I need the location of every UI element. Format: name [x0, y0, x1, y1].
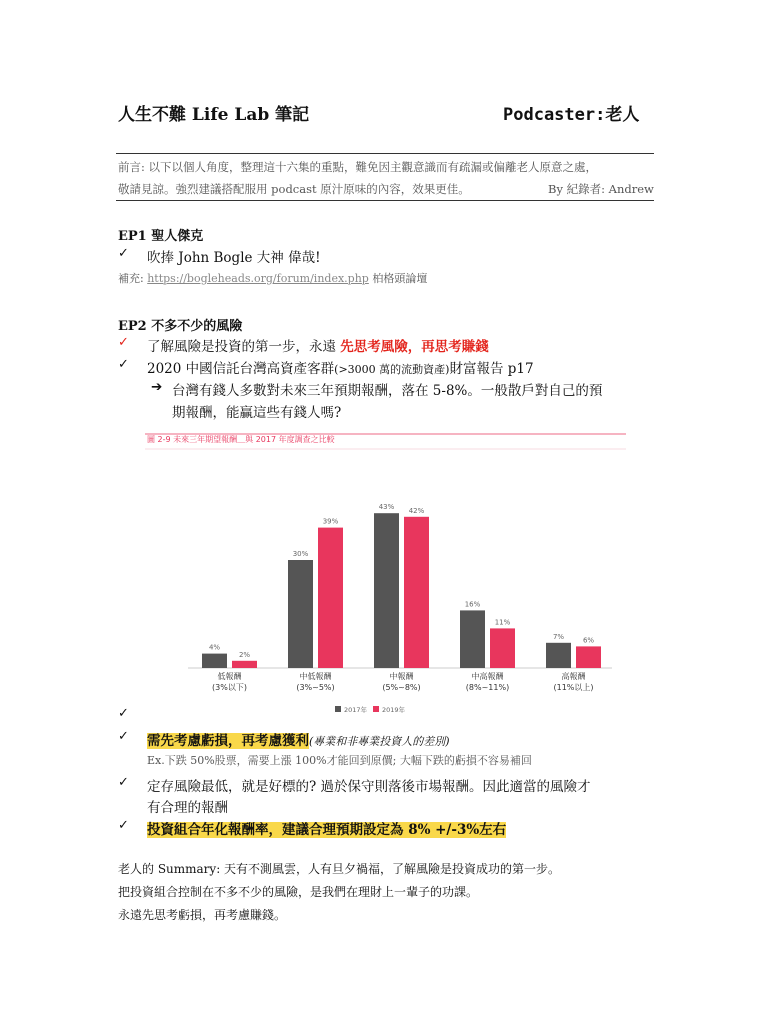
check-icon: ✓ — [118, 357, 129, 372]
chart-category-range: (3%~5%) — [296, 683, 335, 692]
check-icon: ✓ — [118, 335, 129, 350]
ep2-bullet-1-text: 了解風險是投資的第一步，永遠 — [147, 339, 341, 355]
chart-category-range: (8%~11%) — [465, 683, 510, 692]
chart-bar — [232, 661, 257, 668]
chart-bar — [288, 560, 313, 668]
ep2-heading: EP2 不多不少的風險 — [118, 319, 243, 334]
chart-bar — [546, 643, 571, 668]
chart-data-label: 43% — [378, 503, 395, 512]
summary-line-1: 老人的 Summary: 天有不測風雲，人有旦夕禍福，了解風險是投資成功的第一步。 — [118, 862, 561, 876]
chart-bar — [202, 654, 227, 668]
ep2-bullet-5-line-1: 定存風險最低，就是好標的? 過於保守則落後市場報酬。因此適當的風險才 — [147, 779, 591, 795]
doc-title: 人生不難 Life Lab 筆記 — [118, 105, 310, 125]
chart-data-label: 2% — [238, 650, 251, 659]
check-icon: ✓ — [118, 775, 129, 790]
return-expectation-chart — [140, 428, 630, 718]
chart-bar — [404, 517, 429, 668]
bottom-divider — [116, 200, 654, 201]
chart-legend-swatch — [335, 706, 341, 712]
preface-author: By 紀錄者: Andrew — [548, 182, 654, 196]
chart-category-label: 低報酬 — [217, 672, 242, 681]
ep2-bullet-6-highlight: 投資組合年化報酬率，建議合理預期設定為 8% +/-3%左右 — [147, 822, 507, 838]
chart-category-range: (3%以下) — [212, 683, 247, 692]
ep2-bullet-2-a: 2020 中國信託台灣高資產客群 — [147, 361, 335, 377]
chart-category-range: (11%以上) — [553, 683, 594, 692]
podcaster-label: Podcaster:老人 — [503, 105, 640, 125]
ep2-arrow-line-2: 期報酬，能贏這些有錢人嗎? — [172, 405, 342, 421]
chart-category-range: (5%~8%) — [382, 683, 421, 692]
chart-bar — [374, 513, 399, 668]
ep2-bullet-4-highlight: 需先考慮虧損，再考慮獲利 — [147, 733, 309, 749]
chart-data-label: 39% — [322, 517, 339, 526]
ep1-note-label: 補充: — [118, 272, 148, 285]
ep2-bullet-4-note: (專業和非專業投資人的差別) — [309, 735, 450, 748]
arrow-icon: ➔ — [151, 379, 163, 395]
chart-category-label: 中報酬 — [389, 672, 414, 681]
chart-legend-label: 2017年 — [344, 706, 368, 714]
summary-line-3: 永遠先思考虧損，再考慮賺錢。 — [118, 908, 287, 922]
top-divider — [116, 153, 654, 154]
chart-data-label: 11% — [494, 618, 511, 627]
bogleheads-link[interactable]: https://bogleheads.org/forum/index.php — [147, 272, 369, 285]
chart-legend-label: 2019年 — [382, 706, 406, 714]
ep2-bullet-5-line-2: 有合理的報酬 — [147, 800, 228, 816]
chart-legend-swatch — [373, 706, 379, 712]
ep2-bullet-4 — [147, 729, 450, 749]
ep2-bullet-1 — [147, 335, 489, 355]
ep2-bullet-2 — [147, 357, 534, 377]
ep2-bullet-2-c: 財富報告 p17 — [449, 361, 534, 377]
ep1-bullet-1: 吹捧 John Bogle 大神 偉哉! — [147, 250, 321, 266]
chart-category-label: 中高報酬 — [471, 672, 504, 681]
check-icon: ✓ — [118, 246, 129, 261]
ep2-arrow-line-1: 台灣有錢人多數對未來三年預期報酬，落在 5-8%。一般散戶對自己的預 — [172, 383, 603, 399]
ep1-note — [118, 270, 427, 286]
ep2-bullet-4-example: Ex.下跌 50%股票，需要上漲 100%才能回到原價; 大幅下跌的虧損不容易補回 — [147, 754, 532, 767]
chart-data-label: 16% — [464, 600, 481, 609]
preface-line-2: 敬請見諒。強烈建議搭配服用 podcast 原汁原味的內容，效果更佳。 — [118, 182, 470, 196]
ep2-bullet-1-emphasis: 先思考風險，再思考賺錢 — [340, 339, 489, 355]
chart-category-label: 中低報酬 — [299, 672, 332, 681]
summary-line-2: 把投資組合控制在不多不少的風險，是我們在理財上一輩子的功課。 — [118, 885, 479, 899]
chart-bar — [576, 646, 601, 668]
check-icon: ✓ — [118, 706, 129, 721]
chart-bar — [490, 628, 515, 668]
chart-data-label: 30% — [292, 550, 309, 558]
preface-line-1: 前言: 以下以個人角度，整理這十六集的重點，難免因主觀意識而有疏漏或偏離老人原意之處， — [118, 160, 598, 174]
chart-category-label: 高報酬 — [561, 672, 586, 681]
chart-title: 圖 2-9 未來三年期望報酬＿與 2017 年度調查之比較 — [147, 435, 335, 444]
ep1-heading: EP1 聖人傑克 — [118, 229, 204, 244]
chart-data-label: 42% — [408, 506, 425, 515]
chart-bar — [318, 528, 343, 668]
chart-data-label: 4% — [208, 643, 221, 652]
chart-data-label: 6% — [582, 636, 595, 645]
check-icon: ✓ — [118, 729, 129, 744]
chart-data-label: 7% — [552, 632, 565, 641]
check-icon: ✓ — [118, 818, 129, 833]
ep2-bullet-6 — [147, 818, 506, 838]
chart-bar — [460, 610, 485, 668]
ep2-bullet-2-b: (>3000 萬的流動資產) — [334, 363, 450, 376]
ep1-note-after: 柏格頭論壇 — [368, 272, 428, 285]
